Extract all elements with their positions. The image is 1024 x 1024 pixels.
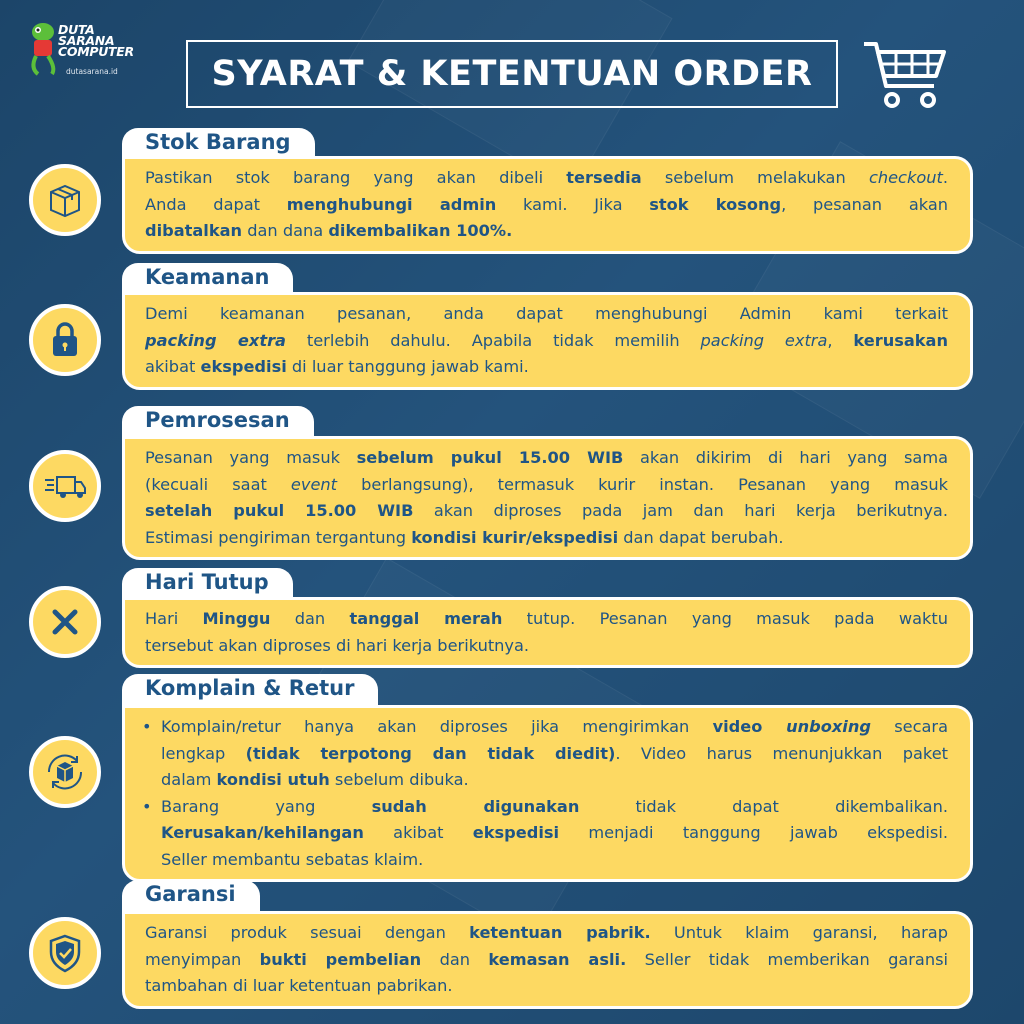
text-line bbox=[145, 472, 948, 499]
text-run: secara bbox=[870, 717, 948, 736]
text-run: Pastikan stok barang yang akan dibeli bbox=[145, 168, 567, 187]
text-run: Komplain/retur hanya akan diproses jika mengirimkan bbox=[161, 717, 713, 736]
text-run: Pesanan yang masuk bbox=[145, 448, 357, 467]
icon-badge bbox=[29, 304, 101, 376]
text-run: Minggu bbox=[202, 609, 271, 628]
paragraph bbox=[145, 165, 948, 245]
text-run: sudah digunakan bbox=[371, 796, 580, 816]
return-box-icon bbox=[43, 750, 87, 794]
text-run: lengkap bbox=[161, 743, 246, 763]
text-line bbox=[145, 973, 948, 1000]
text-line bbox=[161, 741, 948, 768]
text-run: kondisi kurir/ekspedisi bbox=[411, 527, 619, 547]
text-line bbox=[145, 354, 948, 381]
text-run: Kerusakan/kehilangan bbox=[161, 823, 364, 842]
icon-badge bbox=[29, 450, 101, 522]
brand-site: dutasarana.id bbox=[66, 67, 118, 76]
section-body bbox=[122, 597, 973, 668]
text-run: (tidak terpotong dan tidak diedit) bbox=[245, 743, 616, 763]
text-run: . bbox=[942, 168, 948, 187]
text-line bbox=[145, 445, 948, 472]
text-line bbox=[145, 525, 948, 552]
lock-icon bbox=[43, 318, 87, 362]
text-line bbox=[161, 820, 948, 847]
text-run: akibat bbox=[145, 357, 201, 376]
section-body bbox=[122, 436, 973, 560]
text-line bbox=[145, 498, 948, 525]
text-run: kami. Jika bbox=[496, 194, 650, 214]
icon-badge bbox=[29, 164, 101, 236]
text-line bbox=[145, 920, 948, 947]
text-line bbox=[145, 192, 948, 219]
text-run: sebelum pukul 15.00 WIB bbox=[356, 448, 624, 467]
paragraph bbox=[145, 920, 948, 1000]
text-run: , bbox=[827, 330, 854, 350]
text-run: unboxing bbox=[786, 717, 871, 736]
paragraph bbox=[145, 606, 948, 659]
text-run: menyimpan bbox=[145, 949, 260, 969]
bullet-item bbox=[145, 794, 948, 874]
text-line bbox=[145, 165, 948, 192]
text-run: ekspedisi bbox=[472, 823, 560, 842]
text-run: dan dapat berubah. bbox=[618, 527, 784, 547]
text-run: akan diproses pada jam dan hari kerja berikutnya. bbox=[413, 501, 948, 520]
text-run: kerusakan bbox=[853, 330, 949, 350]
delivery-truck-icon bbox=[43, 464, 87, 508]
text-run: packing extra bbox=[700, 330, 828, 350]
chameleon-mascot-icon bbox=[26, 20, 60, 76]
icon-badge bbox=[29, 736, 101, 808]
section-title: Hari Tutup bbox=[122, 568, 293, 602]
brand-logo bbox=[26, 20, 156, 80]
section-body bbox=[122, 705, 973, 882]
text-run: dibatalkan bbox=[145, 221, 243, 240]
text-run: kemasan asli. bbox=[488, 949, 627, 969]
bullet-item bbox=[145, 714, 948, 794]
text-run: sebelum melakukan bbox=[641, 168, 869, 187]
shopping-cart-icon bbox=[862, 38, 948, 110]
text-run: Anda dapat bbox=[145, 194, 287, 214]
text-run: setelah pukul 15.00 WIB bbox=[145, 501, 414, 520]
icon-badge bbox=[29, 586, 101, 658]
text-line bbox=[161, 794, 948, 821]
text-run: terlebih dahulu. Apabila tidak memilih bbox=[285, 330, 701, 350]
text-run: Demi keamanan pesanan, anda dapat menghubungi Admin kami terkait bbox=[145, 304, 948, 323]
section-title: Garansi bbox=[122, 880, 260, 914]
section-body bbox=[122, 911, 973, 1009]
text-run: ketentuan pabrik. bbox=[469, 923, 651, 942]
text-run: Seller membantu sebatas klaim. bbox=[161, 849, 424, 869]
text-line bbox=[145, 301, 948, 328]
paragraph bbox=[145, 301, 948, 381]
text-line bbox=[145, 606, 948, 633]
text-run: menghubungi admin bbox=[286, 194, 497, 214]
icon-badge bbox=[29, 917, 101, 989]
text-run: tersedia bbox=[566, 168, 642, 187]
text-run: tidak dapat dikembalikan. bbox=[579, 796, 948, 816]
paragraph bbox=[145, 445, 948, 551]
text-line bbox=[161, 847, 948, 874]
text-run: Barang yang bbox=[161, 796, 372, 816]
text-run: , pesanan akan bbox=[781, 194, 949, 214]
text-run: tambahan di luar ketentuan pabrikan. bbox=[145, 976, 453, 995]
page-title: SYARAT & KETENTUAN ORDER bbox=[186, 40, 838, 108]
section-title: Pemrosesan bbox=[122, 406, 314, 440]
text-run: kondisi utuh bbox=[216, 770, 330, 789]
section-title: Keamanan bbox=[122, 263, 293, 297]
text-run: Hari bbox=[145, 609, 203, 628]
text-run: dalam bbox=[161, 770, 217, 789]
text-run: sebelum dibuka. bbox=[329, 770, 469, 789]
text-run: tanggal merah bbox=[349, 609, 503, 628]
text-run: bukti pembelian bbox=[259, 949, 422, 969]
text-run: ekspedisi bbox=[200, 357, 287, 376]
text-run: berlangsung), termasuk kurir instan. Pesanan yang masuk bbox=[337, 474, 948, 494]
text-run: akibat bbox=[363, 823, 473, 842]
text-run: video bbox=[712, 717, 787, 736]
text-run: menjadi tanggung jawab ekspedisi. bbox=[559, 823, 948, 842]
section-title: Komplain & Retur bbox=[122, 674, 378, 708]
text-line bbox=[145, 218, 948, 245]
text-run: dan bbox=[421, 949, 489, 969]
text-run: event bbox=[290, 474, 338, 494]
text-line bbox=[145, 947, 948, 974]
section-title: Stok Barang bbox=[122, 128, 315, 162]
shield-check-icon bbox=[43, 931, 87, 975]
section-body bbox=[122, 292, 973, 390]
text-run: tutup. Pesanan yang masuk pada waktu bbox=[502, 609, 949, 628]
text-run: Seller tidak memberikan garansi bbox=[626, 949, 949, 969]
text-line bbox=[145, 633, 948, 660]
section-body bbox=[122, 156, 973, 254]
text-run: dan dana bbox=[242, 221, 329, 240]
text-line bbox=[145, 328, 948, 355]
text-run: Untuk klaim garansi, harap bbox=[650, 923, 948, 942]
close-x-icon bbox=[43, 600, 87, 644]
text-run: stok kosong bbox=[649, 194, 782, 214]
text-run: packing extra bbox=[145, 330, 286, 350]
text-run: Garansi produk sesuai dengan bbox=[145, 923, 470, 942]
text-run: dan bbox=[270, 609, 350, 628]
text-run: akan dikirim di hari yang sama bbox=[623, 448, 949, 467]
text-run: dikembalikan 100%. bbox=[328, 221, 513, 240]
text-line bbox=[161, 714, 948, 741]
text-run: checkout bbox=[868, 168, 943, 187]
text-line bbox=[161, 767, 948, 794]
text-run: . Video harus menunjukkan paket bbox=[615, 743, 949, 763]
text-run: (kecuali saat bbox=[145, 474, 291, 494]
text-run: tersebut akan diproses di hari kerja berikutnya. bbox=[145, 635, 530, 655]
text-run: Estimasi pengiriman tergantung bbox=[145, 527, 412, 547]
text-run: di luar tanggung jawab kami. bbox=[286, 357, 529, 376]
box-icon bbox=[43, 178, 87, 222]
brand-name: DUTA SARANA COMPUTER bbox=[58, 22, 134, 59]
